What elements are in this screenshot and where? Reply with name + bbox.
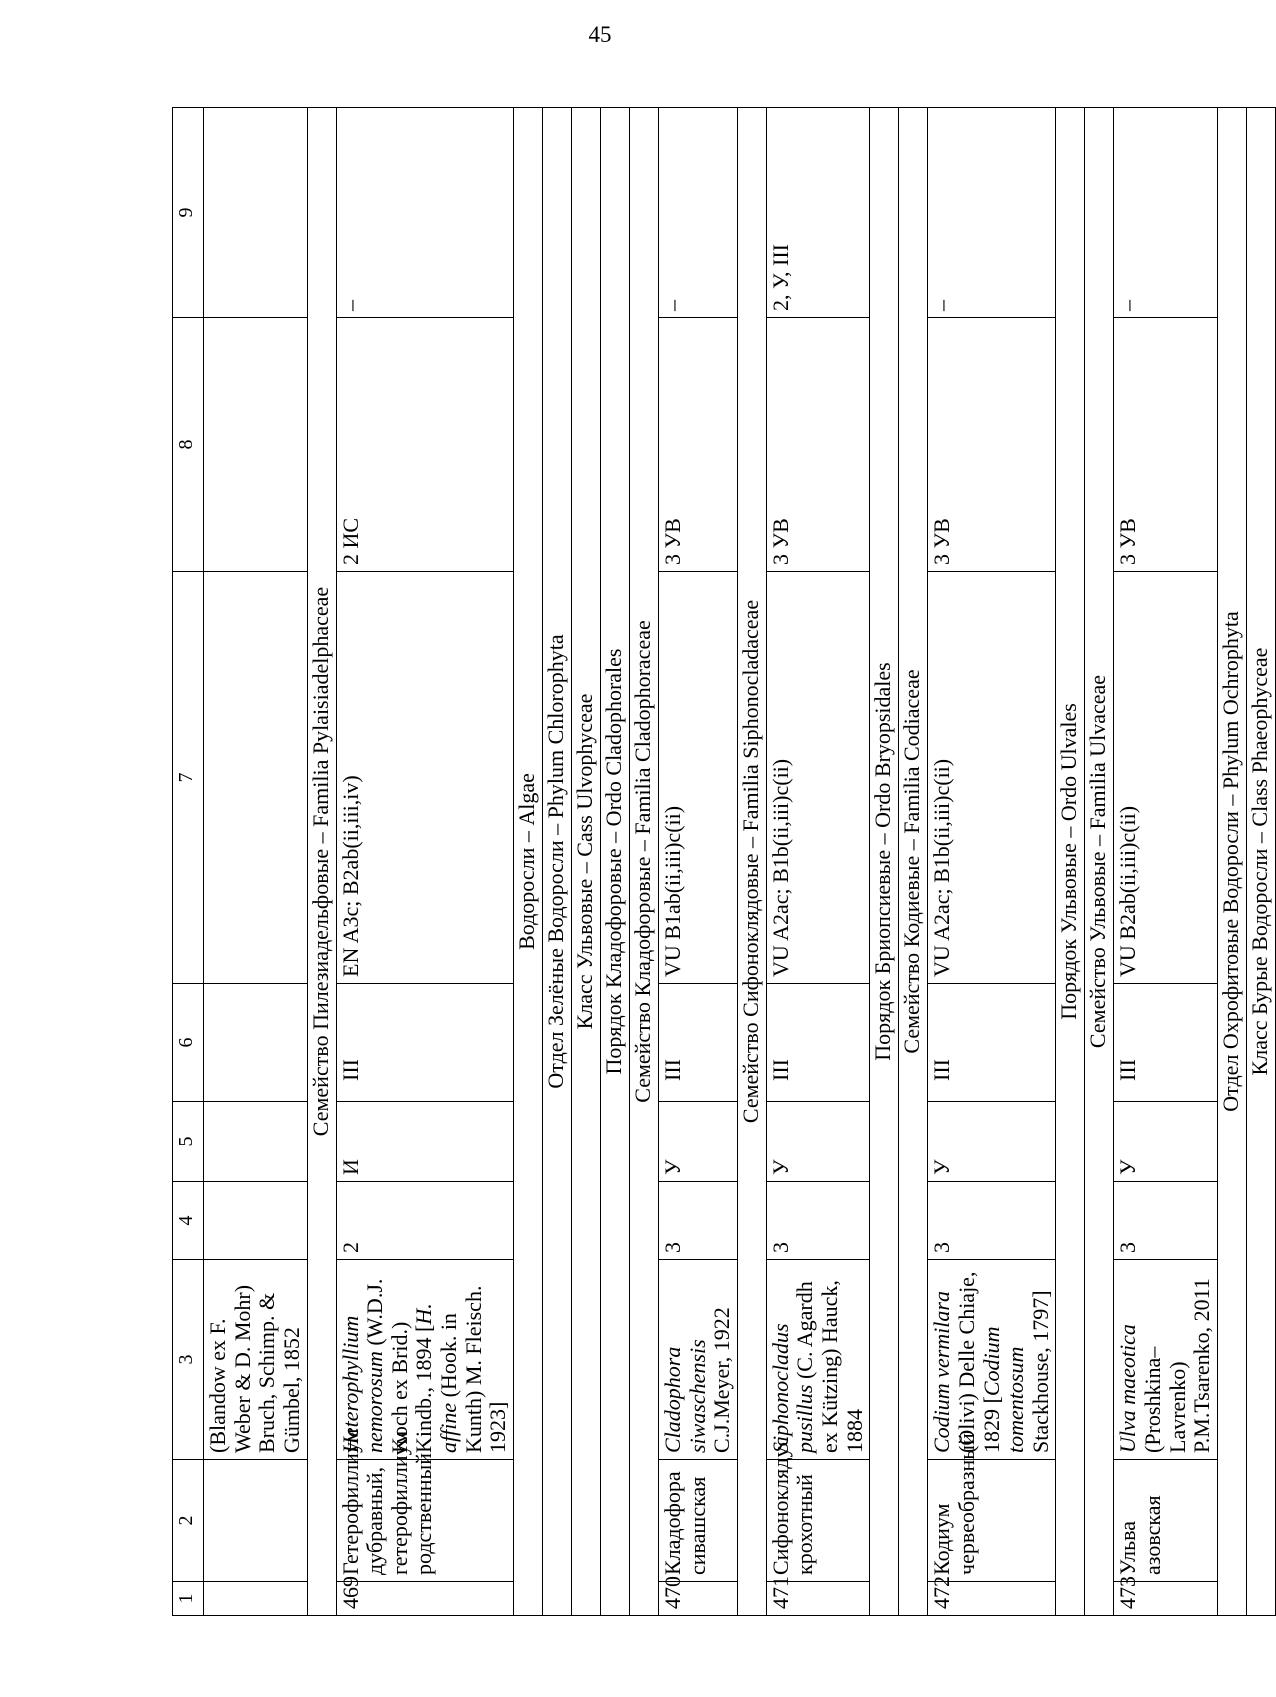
red-book-table <box>172 107 1276 1616</box>
latin-genus-species: Codium vermilara <box>929 1291 955 1453</box>
order-ulvales: Порядок Ульвовые – Ordo Ulvales <box>1056 108 1085 1616</box>
family-codiaceae: Семейство Кодиевые – Familia Codiaceae <box>899 108 928 1616</box>
priority-cell: III <box>766 984 870 1102</box>
table-row-continued <box>204 108 308 1616</box>
phylum-heading <box>1217 108 1246 1616</box>
regional-status: 3 УВ <box>928 318 1056 572</box>
phylum-ochrophyta: Отдел Охрофитовые Водоросли – Phylum Ochrophyta <box>1217 108 1246 1616</box>
family-heading <box>899 108 928 1616</box>
class-heading <box>1246 108 1275 1616</box>
order-heading <box>870 108 899 1616</box>
regional-status: 3 УВ <box>1114 318 1218 572</box>
latin-name <box>928 1260 1056 1460</box>
category-cell: У <box>658 1102 737 1182</box>
iucn-criteria: VU B1ab(ii,iii)c(ii) <box>658 572 737 984</box>
order-bryopsidales: Порядок Бриопсиевые – Ordo Bryopsidales <box>870 108 899 1616</box>
table-row <box>928 108 1056 1616</box>
order-heading <box>1056 108 1085 1616</box>
latin-name <box>766 1260 870 1460</box>
table-row <box>658 108 737 1616</box>
regional-status: 3 УВ <box>658 318 737 572</box>
priority-cell: III <box>658 984 737 1102</box>
latin-synonym: H. affine <box>411 1303 461 1453</box>
class-heading <box>571 108 600 1616</box>
division-heading <box>513 108 542 1616</box>
status-cell: 3 <box>658 1182 737 1260</box>
category-cell: У <box>766 1102 870 1182</box>
row-number: 473 <box>1114 1582 1218 1616</box>
latin-author: (Proshkina–Lavrenko) P.M.Tsarenko, 2011 <box>1140 1278 1215 1453</box>
category-cell: У <box>1114 1102 1218 1182</box>
iucn-criteria: VU B2ab(ii,iii)c(ii) <box>1114 572 1218 984</box>
iucn-criteria: EN A3c; B2ab(ii,iii,iv) <box>336 572 513 984</box>
regional-status: 2 ИС <box>336 318 513 572</box>
russian-name: Кладофора сивашская <box>658 1460 737 1582</box>
russian-name: Гетерофиллиум дубравный, гетерофиллиум родственный <box>336 1460 513 1582</box>
col-num-7: 7 <box>173 572 204 984</box>
previous-status: – <box>336 108 513 318</box>
phylum-heading <box>542 108 571 1616</box>
status-cell: 3 <box>766 1182 870 1260</box>
group-algae: Водоросли – Algae <box>513 108 542 1616</box>
priority-cell: III <box>928 984 1056 1102</box>
latin-synonym: Codium tomentosum <box>978 1326 1029 1453</box>
latin-genus-species: Cladophora siwaschensis <box>659 1339 710 1453</box>
col-num-6: 6 <box>173 984 204 1102</box>
status-cell: 3 <box>928 1182 1056 1260</box>
order-heading <box>600 108 629 1616</box>
table-row <box>336 108 513 1616</box>
col-num-2: 2 <box>173 1460 204 1582</box>
synonym-author: (Hook. in Kunth) M. Fleisch. 1923] <box>436 1285 511 1453</box>
status-cell: 2 <box>336 1182 513 1260</box>
russian-name: Сифоноклядус крохотный <box>766 1460 870 1582</box>
species-author: (Blandow ex F. Weber & D. Mohr) Bruch, Schimp. & Gümbel, 1852 <box>204 1260 308 1460</box>
family-ulvaceae: Семейство Ульвовые – Familia Ulvaceae <box>1085 108 1114 1616</box>
class-phaeophyceae: Класс Бурые Водоросли – Class Phaeophyceae <box>1246 108 1275 1616</box>
table-row <box>766 108 870 1616</box>
latin-genus-species: Siphonocladus pusillus <box>767 1323 818 1453</box>
row-number: 471 <box>766 1582 870 1616</box>
row-number: 470 <box>658 1582 737 1616</box>
synonym-author: Stackhouse, 1797] <box>1027 1290 1053 1453</box>
latin-author: (Olivi) Delle Chiaje, 1829 [ <box>953 1271 1004 1453</box>
table-row <box>1114 108 1218 1616</box>
class-ulvophyceae: Класс Ульвовые – Cass Ulvophyceae <box>571 108 600 1616</box>
col-num-5: 5 <box>173 1102 204 1182</box>
col-num-1: 1 <box>173 1582 204 1616</box>
latin-name <box>1114 1260 1218 1460</box>
col-num-3: 3 <box>173 1260 204 1460</box>
family-heading <box>307 108 336 1616</box>
row-number: 472 <box>928 1582 1056 1616</box>
iucn-criteria: VU A2ac; B1b(ii,iii)c(ii) <box>766 572 870 984</box>
previous-status: – <box>658 108 737 318</box>
col-num-8: 8 <box>173 318 204 572</box>
rotated-table-wrapper <box>172 108 1272 1616</box>
family-cladophoraceae: Семейство Кладофоровые – Familia Cladophoraceae <box>629 108 658 1616</box>
russian-name: Ульва азовская <box>1114 1460 1218 1582</box>
category-cell: И <box>336 1102 513 1182</box>
family-siphonocladaceae: Семейство Сифоноклядовые – Familia Siphonocladaceae <box>737 108 766 1616</box>
order-cladophorales: Порядок Кладофоровые – Ordo Cladophorales <box>600 108 629 1616</box>
priority-cell: III <box>1114 984 1218 1102</box>
phylum-chlorophyta: Отдел Зелёные Водоросли – Phylum Chlorophyta <box>542 108 571 1616</box>
col-num-9: 9 <box>173 108 204 318</box>
family-heading <box>629 108 658 1616</box>
family-pylaisiadelphaceae: Семейство Пилезиадельфовые – Familia Pylaisiadelphaceae <box>307 108 336 1616</box>
row-number: 469 <box>336 1582 513 1616</box>
latin-name <box>336 1260 513 1460</box>
previous-status: – <box>928 108 1056 318</box>
iucn-criteria: VU A2ac; B1b(ii,iii)c(ii) <box>928 572 1056 984</box>
priority-cell: III <box>336 984 513 1102</box>
column-number-row <box>173 108 204 1616</box>
rotated-table <box>172 108 1272 1616</box>
regional-status: 3 УВ <box>766 318 870 572</box>
previous-status: – <box>1114 108 1218 318</box>
family-heading <box>737 108 766 1616</box>
latin-name <box>658 1260 737 1460</box>
latin-author: C.J.Meyer, 1922 <box>709 1307 735 1453</box>
previous-status: 2, У, III <box>766 108 870 318</box>
category-cell: У <box>928 1102 1056 1182</box>
page-number: 45 <box>588 22 612 47</box>
latin-author: (W.D.J. Koch ex Brid.) Kindb., 1894 [ <box>362 1278 437 1453</box>
col-num-4: 4 <box>173 1182 204 1260</box>
family-heading <box>1085 108 1114 1616</box>
latin-genus-species: Heterophyllium nemorosum <box>337 1315 388 1453</box>
latin-genus-species: Ulva maeotica <box>1115 1324 1141 1453</box>
russian-name: Кодиум червеобразный <box>928 1460 1056 1582</box>
status-cell: 3 <box>1114 1182 1218 1260</box>
latin-author: (C. Agardh ex Kützing) Hauck, 1884 <box>792 1280 867 1453</box>
